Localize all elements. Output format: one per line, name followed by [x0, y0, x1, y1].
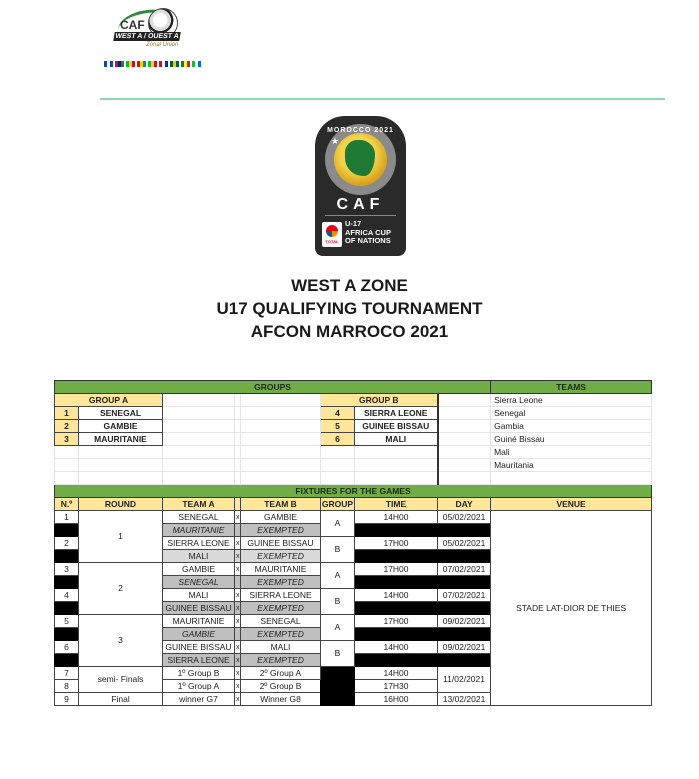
star-icon: ★ [331, 136, 340, 146]
vs-marker: x [235, 641, 241, 654]
vs-marker: x [235, 511, 241, 524]
total-sponsor-logo [322, 222, 342, 247]
blank-number [55, 628, 79, 641]
group-entry-row [55, 433, 652, 446]
round-cell: 3 [79, 615, 163, 667]
empty-cell [241, 420, 321, 433]
empty-cell [163, 446, 235, 459]
col-venue: VENUE [491, 498, 652, 511]
col-number: N.º [55, 498, 79, 511]
group-b-label: GROUP B [321, 394, 438, 407]
group-b-team: MALI [355, 433, 438, 446]
team-list-item: Mauritania [491, 459, 652, 472]
vs-marker: x [235, 589, 241, 602]
empty-cell [491, 472, 652, 485]
exempt-team: MALI [163, 550, 235, 563]
match-day: 09/02/2021 [438, 641, 491, 654]
team-b: Winner G8 [241, 693, 321, 706]
match-day: 07/02/2021 [438, 589, 491, 602]
fixtures-sheet [54, 380, 651, 706]
match-number: 5 [55, 615, 79, 628]
vs-marker: x [235, 602, 241, 615]
empty-cell [241, 394, 321, 407]
vs-marker: x [235, 537, 241, 550]
venue-cell: STADE LAT-DIOR DE THIES [491, 511, 652, 706]
group-cell: B [321, 641, 355, 667]
empty-cell [321, 446, 355, 459]
africa-map-icon [345, 140, 375, 176]
match-number: 2 [55, 537, 79, 550]
match-time: 17H30 [355, 680, 438, 693]
team-list-item: Gambia [491, 420, 652, 433]
team-list-item: Mali [491, 446, 652, 459]
exempted-label: EXEMPTED [241, 550, 321, 563]
match-number: 1 [55, 511, 79, 524]
blank-time-day [355, 576, 491, 589]
empty-cell [163, 407, 235, 420]
empty-cell [163, 472, 235, 485]
group-a-num: 2 [55, 420, 79, 433]
empty-cell [163, 433, 235, 446]
team-b: GUINEE BISSAU [241, 537, 321, 550]
col-time: TIME [355, 498, 438, 511]
match-number: 7 [55, 667, 79, 680]
exempt-team: SENEGAL [163, 576, 235, 589]
flag-icon [192, 61, 201, 67]
flag-icon [137, 61, 146, 67]
vs-marker: x [235, 563, 241, 576]
title-line-afcon: AFCON MARROCO 2021 [250, 322, 449, 341]
empty-cell [241, 433, 321, 446]
round-cell: Final [79, 693, 163, 706]
empty-cell [241, 472, 321, 485]
blank-time-day [355, 628, 491, 641]
badge-event-text [345, 220, 391, 246]
group-a-num: 3 [55, 433, 79, 446]
match-number: 9 [55, 693, 79, 706]
group-b-num: 6 [321, 433, 355, 446]
flag-icon [181, 61, 190, 67]
badge-wordmark: CAF [336, 196, 385, 213]
blank-time-day [355, 550, 491, 563]
sponsor-name: TOTAL [325, 239, 339, 244]
vs-marker: x [235, 667, 241, 680]
match-time: 14H00 [355, 511, 438, 524]
match-time: 17H00 [355, 615, 438, 628]
flag-icon [148, 61, 157, 67]
empty-cell [163, 459, 235, 472]
round-cell: semi- Finals [79, 667, 163, 693]
match-day: 13/02/2021 [438, 693, 491, 706]
flag-icon [126, 61, 135, 67]
vs-marker: x [235, 654, 241, 667]
title-line-tournament: U17 QUALIFYING TOURNAMENT [216, 299, 483, 318]
group-b-team: GUINEE BISSAU [355, 420, 438, 433]
empty-cell [438, 407, 491, 420]
empty-cell [438, 420, 491, 433]
team-b: 2º Group A [241, 667, 321, 680]
caf-u17-afcon-logo [315, 116, 406, 256]
col-group: GROUP [321, 498, 354, 509]
empty-cell [79, 446, 163, 459]
col-team-a: TEAM A [163, 498, 235, 511]
empty-cell [438, 459, 491, 472]
team-b: GAMBIE [241, 511, 321, 524]
match-number: 8 [55, 680, 79, 693]
match-time: 17H00 [355, 537, 438, 550]
team-b: SIERRA LEONE [241, 589, 321, 602]
document-title [0, 274, 699, 343]
empty-cell [321, 459, 355, 472]
logo-subtitle: Zonal Union [146, 42, 179, 48]
match-time: 14H00 [355, 667, 438, 680]
fixture-row [55, 511, 652, 524]
empty-cell [438, 394, 491, 407]
match-time: 17H00 [355, 563, 438, 576]
blank-number [55, 550, 79, 563]
group-cell: B [321, 537, 355, 563]
member-flags [104, 61, 201, 67]
round-cell: 2 [79, 563, 163, 615]
group-cell: A [321, 615, 355, 641]
empty-cell [55, 459, 79, 472]
blank-number [55, 654, 79, 667]
empty-cell [55, 472, 79, 485]
team-b: 2º Group B [241, 680, 321, 693]
empty-cell [163, 420, 235, 433]
badge-line: AFRICA CUP [345, 227, 391, 237]
group-b-num: 4 [321, 407, 355, 420]
empty-cell [355, 472, 438, 485]
match-day: 11/02/2021 [438, 667, 491, 693]
empty-cell [55, 446, 79, 459]
empty-cell [355, 459, 438, 472]
match-time: 14H00 [355, 589, 438, 602]
empty-cell [79, 459, 163, 472]
team-list-item: Senegal [491, 407, 652, 420]
group-b-team: SIERRA LEONE [355, 407, 438, 420]
exempt-team: MAURITANIE [163, 524, 235, 537]
empty-cell [438, 472, 491, 485]
fixtures-header: FIXTURES FOR THE GAMES [55, 485, 652, 498]
group-label-row [55, 394, 652, 407]
col-day: DAY [438, 498, 491, 511]
groups-and-fixtures-table [54, 380, 652, 706]
match-number: 6 [55, 641, 79, 654]
blank-row [55, 472, 652, 485]
match-number: 3 [55, 563, 79, 576]
badge-line: U-17 [345, 219, 362, 228]
empty-cell [241, 446, 321, 459]
col-round: ROUND [79, 498, 163, 511]
total-logo-icon [326, 225, 338, 237]
header-divider [100, 98, 665, 100]
match-number: 4 [55, 589, 79, 602]
team-a: 1º Group A [163, 680, 235, 693]
team-a: winner G7 [163, 693, 235, 706]
fixtures-column-headers [55, 498, 652, 511]
team-a: GUINEE BISSAU [163, 641, 235, 654]
teams-header: TEAMS [491, 381, 652, 394]
flag-icon [104, 61, 113, 67]
group-entry-row [55, 420, 652, 433]
exempted-label: EXEMPTED [241, 654, 321, 667]
groups-header: GROUPS [55, 381, 491, 394]
blank-number [55, 602, 79, 615]
group-a-team: MAURITANIE [79, 433, 163, 446]
blank-time-day [355, 602, 491, 615]
match-time: 14H00 [355, 641, 438, 654]
team-a: SIERRA LEONE [163, 537, 235, 550]
badge-line: OF NATIONS [345, 236, 391, 245]
blank-row [55, 459, 652, 472]
group-cell: B [321, 589, 355, 615]
empty-cell [241, 459, 321, 472]
blank-number [55, 576, 79, 589]
flag-icon [159, 61, 168, 67]
blank-row [55, 446, 652, 459]
group-b-num: 5 [321, 420, 355, 433]
match-day: 09/02/2021 [438, 615, 491, 628]
team-list-item: Guiné Bissau [491, 433, 652, 446]
team-a: MALI [163, 589, 235, 602]
exempted-label: EXEMPTED [241, 524, 321, 537]
exempted-label: EXEMPTED [241, 628, 321, 641]
match-day: 05/02/2021 [438, 511, 491, 524]
empty-cell [163, 394, 235, 407]
exempt-team: GUINEE BISSAU [163, 602, 235, 615]
group-cell: A [321, 563, 355, 589]
exempt-team: SIERRA LEONE [163, 654, 235, 667]
flag-icon [170, 61, 179, 67]
round-cell: 1 [79, 511, 163, 563]
vs-marker: x [235, 550, 241, 563]
group-a-team: GAMBIE [79, 420, 163, 433]
title-line-zone: WEST A ZONE [291, 276, 408, 295]
team-list-item: Sierra Leone [491, 394, 652, 407]
flag-icon [115, 61, 124, 67]
blank-group [321, 667, 355, 706]
exempted-label: EXEMPTED [241, 602, 321, 615]
team-a: MAURITANIE [163, 615, 235, 628]
blank-time-day [355, 654, 491, 667]
empty-cell [321, 472, 355, 485]
team-b: MALI [241, 641, 321, 654]
match-time: 16H00 [355, 693, 438, 706]
vs-marker: x [235, 693, 241, 706]
vs-marker: x [235, 615, 241, 628]
empty-cell [79, 472, 163, 485]
team-a: GAMBIE [163, 563, 235, 576]
wafu-logo [100, 6, 200, 68]
group-entry-row [55, 407, 652, 420]
group-a-num: 1 [55, 407, 79, 420]
groups-header-row [55, 381, 652, 394]
group-cell: A [321, 511, 355, 537]
exempt-team: GAMBIE [163, 628, 235, 641]
team-b: MAURITANIE [241, 563, 321, 576]
team-a: 1º Group B [163, 667, 235, 680]
match-day: 05/02/2021 [438, 537, 491, 550]
badge-ring-text: MOROCCO 2021 [327, 127, 394, 134]
empty-cell [241, 407, 321, 420]
logo-caf-text: CAF [120, 18, 145, 32]
fixtures-header-row [55, 485, 652, 498]
empty-cell [355, 446, 438, 459]
badge-divider [325, 215, 396, 216]
group-a-team: SENEGAL [79, 407, 163, 420]
blank-number [55, 524, 79, 537]
col-team-b: TEAM B [241, 498, 321, 511]
empty-cell [438, 433, 491, 446]
exempted-label: EXEMPTED [241, 576, 321, 589]
match-day: 07/02/2021 [438, 563, 491, 576]
logo-banner: WEST A / OUEST A [114, 33, 180, 40]
blank-time-day [355, 524, 491, 537]
team-b: SENEGAL [241, 615, 321, 628]
vs-marker: x [235, 680, 241, 693]
group-a-label: GROUP A [55, 394, 163, 407]
empty-cell [438, 446, 491, 459]
team-a: SENEGAL [163, 511, 235, 524]
